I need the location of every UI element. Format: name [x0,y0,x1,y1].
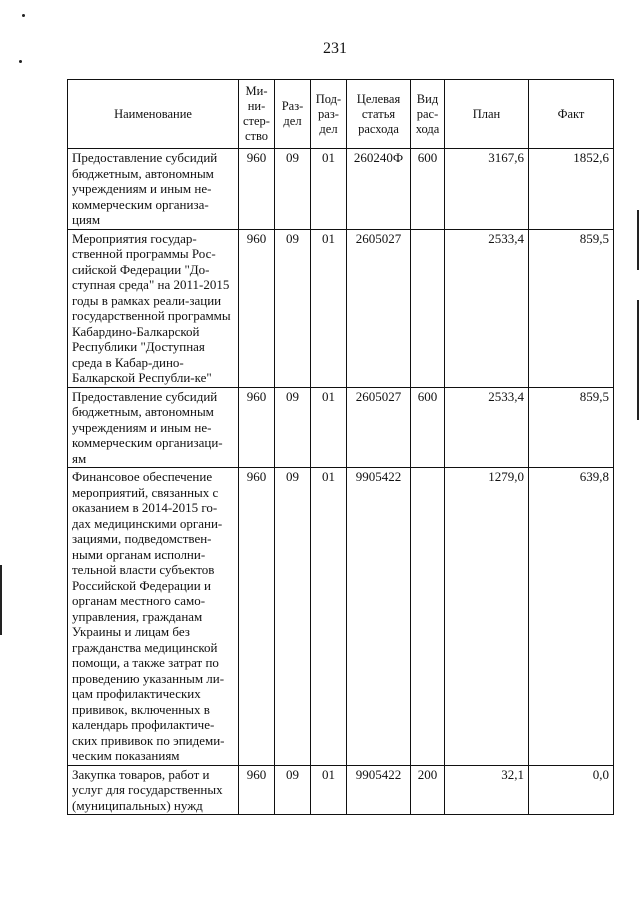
header-fact: Факт [529,80,614,149]
row-section: 09 [275,468,311,766]
row-fact: 859,5 [529,229,614,387]
row-name: Мероприятия государ-ственной программы Рос-сийской Федерации "До-ступная среда" на 2011-2015 годы в рамках реали-зации государственной программы Кабардино-Балкарской Республики "Доступная среда в Кабар-дино-Балкарской Республи-ке" [68,229,239,387]
scan-edge-line [637,210,639,270]
row-plan: 2533,4 [445,229,529,387]
table-row [68,149,614,230]
row-fact: 639,8 [529,468,614,766]
header-subsection: Под- раз- дел [311,80,347,149]
row-name: Закупка товаров, работ и услуг для государственных (муниципальных) нужд [68,765,239,815]
header-type: Вид рас- хода [411,80,445,149]
header-section: Раз- дел [275,80,311,149]
table-row [68,468,614,766]
scan-mark [22,14,25,17]
row-subsection: 01 [311,468,347,766]
row-ministry: 960 [239,468,275,766]
row-ministry: 960 [239,765,275,815]
page-number: 231 [323,40,347,57]
row-plan: 1279,0 [445,468,529,766]
row-name: Предоставление субсидий бюджетным, автономным учреждениям и иным не-коммерческим организа-циям [68,149,239,230]
row-type: 600 [411,387,445,468]
row-ministry: 960 [239,387,275,468]
row-subsection: 01 [311,229,347,387]
row-section: 09 [275,229,311,387]
scan-mark [19,60,22,63]
table-header-row [68,80,614,149]
row-subsection: 01 [311,765,347,815]
row-target: 9905422 [347,468,411,766]
table-row [68,387,614,468]
row-type [411,229,445,387]
row-type [411,468,445,766]
row-subsection: 01 [311,387,347,468]
header-plan: План [445,80,529,149]
row-ministry: 960 [239,229,275,387]
row-type: 200 [411,765,445,815]
row-plan: 2533,4 [445,387,529,468]
row-ministry: 960 [239,149,275,230]
header-ministry: Ми- ни- стер- ство [239,80,275,149]
table-row [68,765,614,815]
row-subsection: 01 [311,149,347,230]
row-fact: 0,0 [529,765,614,815]
row-fact: 859,5 [529,387,614,468]
header-target: Целевая статья расхода [347,80,411,149]
row-target: 9905422 [347,765,411,815]
row-name: Финансовое обеспечение мероприятий, связанных с оказанием в 2014-2015 го-дах медицинскими органи-зациями, подведомствен-ными органам исполни-тельной власти субъектов Российской Федерации и органам местного само-управления, гражданам Украины и лицам без гражданства медицинской помощи, а также затрат по проведению указанным ли-цам профилактических прививок, включенных в календарь профилактиче-ских прививок по эпидеми-ческим показаниям [68,468,239,766]
row-target: 2605027 [347,387,411,468]
row-section: 09 [275,765,311,815]
budget-table [67,79,614,815]
row-fact: 1852,6 [529,149,614,230]
row-target: 260240Ф [347,149,411,230]
scan-edge-line [0,565,2,635]
scan-edge-line [637,300,639,420]
row-target: 2605027 [347,229,411,387]
row-type: 600 [411,149,445,230]
row-section: 09 [275,387,311,468]
row-plan: 32,1 [445,765,529,815]
row-plan: 3167,6 [445,149,529,230]
table-row [68,229,614,387]
header-name: Наименование [68,80,239,149]
row-section: 09 [275,149,311,230]
row-name: Предоставление субсидий бюджетным, автономным учреждениям и иным не-коммерческим организаци-ям [68,387,239,468]
